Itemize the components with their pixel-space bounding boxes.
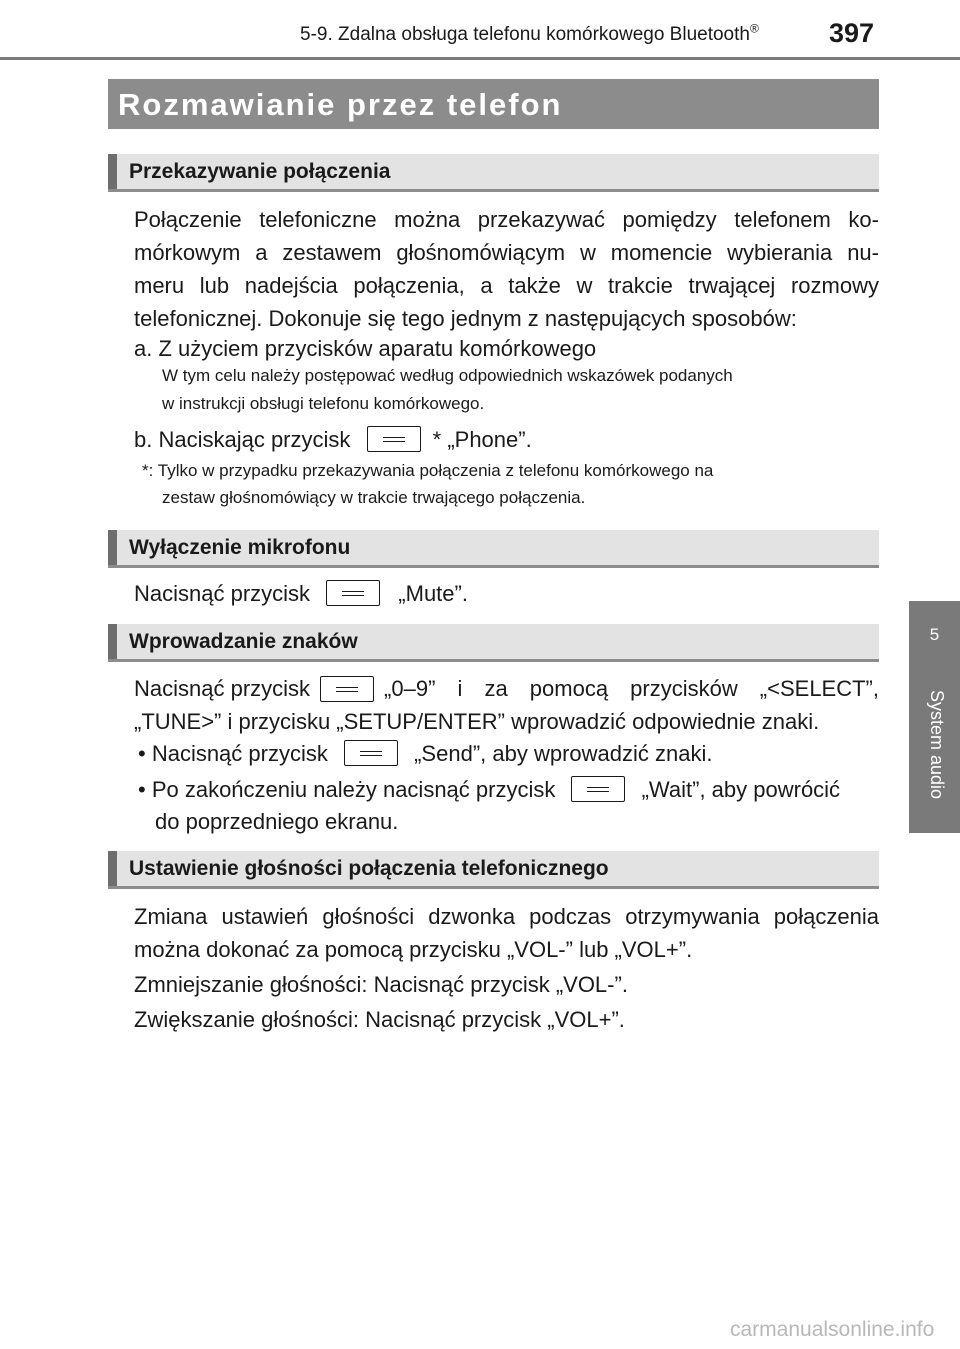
section-heading-text: Wprowadzanie znaków: [129, 630, 358, 653]
wait-button-icon: [571, 776, 625, 802]
chars-bullet-2-pre: • Po zakończeniu należy nacisnąć przycisk: [138, 777, 556, 802]
page-number: 397: [829, 18, 875, 48]
volume-line-1: Zmiana ustawień głośności dzwonka podczas otrzymywania połączenia: [134, 904, 879, 929]
header-rule: [0, 57, 960, 60]
page-title: Rozmawianie przez telefon: [118, 87, 563, 122]
chars-bullet-1-post: „Send”, aby wprowadzić znaki.: [414, 741, 713, 766]
mute-button-icon: [326, 580, 380, 606]
watermark: carmanualsonline.info: [730, 1318, 935, 1341]
option-a-note-2: w instrukcji obsługi telefonu komórkowego.: [162, 394, 485, 413]
mute-text: [134, 577, 468, 610]
section-heading-text: Przekazywanie połączenia: [129, 160, 391, 183]
mute-text-pre: Nacisnąć przycisk: [134, 581, 311, 606]
footnote-line-1: *: Tylko w przypadku przekazywania połączenia z telefonu komórkowego na: [142, 461, 714, 480]
volume-line-3: Zmniejszanie głośności: Nacisnąć przycisk „VOL-”.: [134, 972, 628, 997]
transfer-intro-line-3: meru lub nadejścia połączenia, a także w trakcie trwającej rozmowy: [134, 273, 879, 298]
registered-mark: ®: [749, 21, 759, 36]
section-marker: [108, 851, 117, 886]
section-marker: [108, 154, 117, 189]
transfer-intro-line-1: Połączenie telefoniczne można przekazywać pomiędzy telefonem ko-: [134, 207, 879, 232]
chars-line-1: [134, 672, 879, 705]
option-b: [134, 423, 532, 456]
chars-bullet-1-pre: • Nacisnąć przycisk: [138, 741, 328, 766]
running-header: [300, 21, 759, 46]
section-heading-transfer: [108, 154, 879, 192]
chars-line-2: „TUNE>” i przycisku „SETUP/ENTER” wprowadzić odpowiednie znaki.: [134, 709, 820, 734]
chars-line-1-pre: Nacisnąć przycisk: [134, 676, 311, 701]
option-b-post: * „Phone”.: [432, 427, 532, 452]
volume-line-4: Zwiększanie głośności: Nacisnąć przycisk „VOL+”.: [134, 1007, 625, 1032]
section-heading-text: Wyłączenie mikrofonu: [129, 536, 351, 559]
transfer-intro-line-4: telefonicznej. Dokonuje się tego jednym z następujących sposobów:: [134, 306, 797, 331]
option-a-note-1: W tym celu należy postępować według odpowiednich wskazówek podanych: [162, 366, 733, 385]
section-heading-text: Ustawienie głośności połączenia telefonicznego: [129, 857, 609, 880]
chars-bullet-1: [138, 737, 712, 770]
chars-bullet-2-line-2: do poprzedniego ekranu.: [155, 809, 399, 834]
chars-bullet-2-post: „Wait”, aby powrócić: [641, 777, 841, 802]
option-b-pre: b. Naciskając przycisk: [134, 427, 351, 452]
section-marker: [108, 530, 117, 565]
phone-button-icon: [367, 426, 421, 452]
digits-button-icon: [320, 676, 374, 702]
chapter-label: System audio: [927, 690, 947, 800]
option-a: a. Z użyciem przycisków aparatu komórkowego: [134, 336, 597, 361]
mute-text-post: „Mute”.: [398, 581, 468, 606]
footnote-line-2: zestaw głośnomówiący w trakcie trwającego połączenia.: [162, 488, 586, 507]
chars-bullet-2: [138, 773, 840, 806]
chapter-number: 5: [929, 625, 940, 644]
section-heading-volume: [108, 851, 879, 889]
section-heading-chars: [108, 624, 879, 662]
section-heading-mute: [108, 530, 879, 568]
running-header-text: 5-9. Zdalna obsługa telefonu komórkowego Bluetooth: [300, 24, 750, 45]
send-button-icon: [344, 740, 398, 766]
volume-line-2: można dokonać za pomocą przycisku „VOL-” lub „VOL+”.: [134, 937, 693, 962]
chars-line-1-post: „0–9” i za pomocą przycisków „<SELECT”,: [384, 676, 879, 701]
section-marker: [108, 624, 117, 659]
page-title-bar: [108, 79, 879, 129]
transfer-intro-line-2: mórkowym a zestawem głośnomówiącym w momencie wybierania nu-: [134, 240, 879, 265]
